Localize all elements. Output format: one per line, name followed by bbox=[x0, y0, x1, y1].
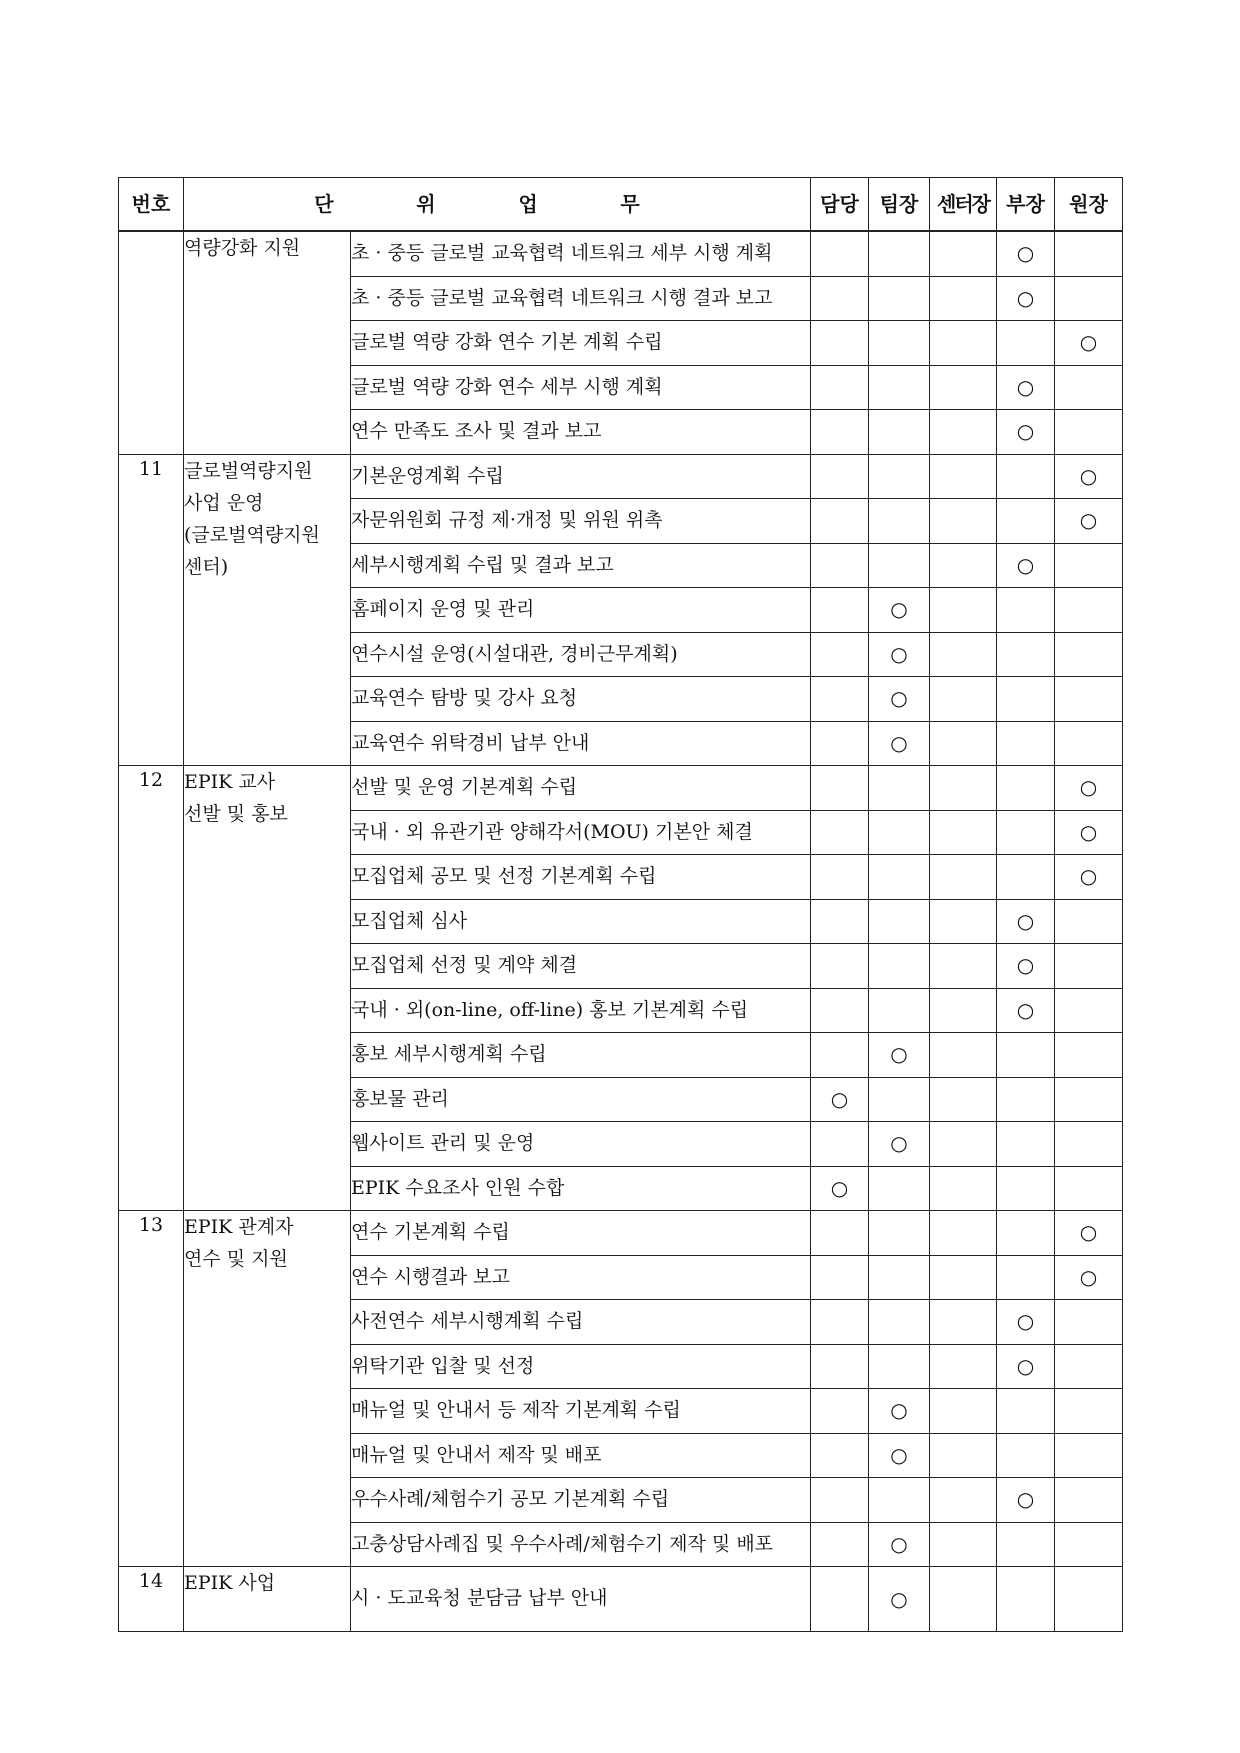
role-cell-department-head bbox=[997, 944, 1055, 989]
role-cell-team-leader bbox=[869, 632, 930, 677]
role-cell-team-leader bbox=[869, 410, 930, 455]
role-cell-staff bbox=[811, 365, 869, 410]
role-cell-center-director bbox=[930, 855, 997, 900]
role-cell-staff bbox=[811, 1211, 869, 1256]
task-description: 세부시행계획 수립 및 결과 보고 bbox=[351, 543, 811, 588]
group-name-line: 사업 운영 bbox=[184, 491, 264, 514]
role-cell-team-leader bbox=[869, 1122, 930, 1167]
role-cell-department-head bbox=[997, 810, 1055, 855]
role-cell-center-director bbox=[930, 1077, 997, 1122]
role-cell-staff bbox=[811, 1478, 869, 1523]
role-cell-team-leader bbox=[869, 988, 930, 1033]
role-cell-team-leader bbox=[869, 231, 930, 276]
role-cell-center-director bbox=[930, 944, 997, 989]
role-cell-department-head bbox=[997, 276, 1055, 321]
task-description: 모집업체 심사 bbox=[351, 899, 811, 944]
role-header-department-head: 부장 bbox=[997, 178, 1055, 232]
duty-table bbox=[118, 177, 1123, 1632]
role-cell-department-head bbox=[997, 588, 1055, 633]
role-cell-center-director bbox=[930, 677, 997, 722]
role-cell-center-director bbox=[930, 1166, 997, 1211]
role-cell-team-leader bbox=[869, 944, 930, 989]
role-cell-department-head bbox=[997, 365, 1055, 410]
task-description: 고충상담사례집 및 우수사례/체험수기 제작 및 배포 bbox=[351, 1522, 811, 1567]
role-cell-team-leader bbox=[869, 899, 930, 944]
table-row bbox=[119, 231, 1123, 276]
role-cell-director bbox=[1055, 988, 1123, 1033]
role-cell-team-leader bbox=[869, 1033, 930, 1078]
assigned-mark-icon: ○ bbox=[1079, 463, 1098, 488]
role-cell-team-leader bbox=[869, 1166, 930, 1211]
task-description: 글로벌 역량 강화 연수 기본 계획 수립 bbox=[351, 321, 811, 366]
role-cell-center-director bbox=[930, 1522, 997, 1567]
role-cell-center-director bbox=[930, 1389, 997, 1434]
role-cell-center-director bbox=[930, 1344, 997, 1389]
task-description: 매뉴얼 및 안내서 등 제작 기본계획 수립 bbox=[351, 1389, 811, 1434]
role-cell-team-leader bbox=[869, 1389, 930, 1434]
assigned-mark-icon: ○ bbox=[1016, 1309, 1035, 1334]
role-cell-director bbox=[1055, 1522, 1123, 1567]
role-cell-staff bbox=[811, 1522, 869, 1567]
role-cell-department-head bbox=[997, 321, 1055, 366]
role-header-center-director: 센터장 bbox=[930, 178, 997, 232]
role-cell-team-leader bbox=[869, 810, 930, 855]
task-description: EPIK 수요조사 인원 수합 bbox=[351, 1166, 811, 1211]
assigned-mark-icon: ○ bbox=[1079, 864, 1098, 889]
role-cell-team-leader bbox=[869, 1478, 930, 1523]
unit-duty-header bbox=[184, 178, 811, 232]
role-cell-director bbox=[1055, 1211, 1123, 1256]
role-cell-center-director bbox=[930, 810, 997, 855]
role-cell-director bbox=[1055, 1077, 1123, 1122]
duty-assignment-sheet bbox=[118, 177, 1122, 1632]
number-header: 번호 bbox=[119, 178, 184, 232]
role-cell-department-head bbox=[997, 1077, 1055, 1122]
duty-table-body bbox=[119, 231, 1123, 1632]
assigned-mark-icon: ○ bbox=[890, 1442, 908, 1467]
role-cell-staff bbox=[811, 1567, 869, 1632]
table-row bbox=[119, 454, 1123, 499]
role-cell-center-director bbox=[930, 543, 997, 588]
role-cell-center-director bbox=[930, 1033, 997, 1078]
role-cell-director bbox=[1055, 810, 1123, 855]
task-description: 홍보물 관리 bbox=[351, 1077, 811, 1122]
role-cell-staff bbox=[811, 766, 869, 811]
assigned-mark-icon: ○ bbox=[1016, 552, 1035, 577]
role-cell-team-leader bbox=[869, 454, 930, 499]
role-cell-staff bbox=[811, 1300, 869, 1345]
role-cell-director bbox=[1055, 944, 1123, 989]
role-cell-center-director bbox=[930, 632, 997, 677]
assigned-mark-icon: ○ bbox=[1016, 285, 1035, 310]
assigned-mark-icon: ○ bbox=[890, 641, 908, 666]
assigned-mark-icon: ○ bbox=[1079, 508, 1098, 533]
table-row bbox=[119, 1211, 1123, 1256]
assigned-mark-icon: ○ bbox=[890, 1042, 908, 1067]
role-cell-director bbox=[1055, 1122, 1123, 1167]
assigned-mark-icon: ○ bbox=[1016, 1487, 1035, 1512]
role-cell-center-director bbox=[930, 1300, 997, 1345]
role-cell-staff bbox=[811, 855, 869, 900]
assigned-mark-icon: ○ bbox=[1016, 419, 1035, 444]
task-description: 글로벌 역량 강화 연수 세부 시행 계획 bbox=[351, 365, 811, 410]
role-cell-center-director bbox=[930, 1211, 997, 1256]
role-cell-team-leader bbox=[869, 1522, 930, 1567]
assigned-mark-icon: ○ bbox=[830, 1086, 849, 1111]
role-cell-center-director bbox=[930, 1433, 997, 1478]
role-cell-staff bbox=[811, 1166, 869, 1211]
role-cell-department-head bbox=[997, 721, 1055, 766]
assigned-mark-icon: ○ bbox=[1079, 819, 1098, 844]
group-name-line: (글로벌역량지원 bbox=[184, 523, 320, 546]
assigned-mark-icon: ○ bbox=[1016, 997, 1035, 1022]
task-description: 시 · 도교육청 분담금 납부 안내 bbox=[351, 1567, 811, 1632]
section-number: 13 bbox=[119, 1211, 184, 1567]
assigned-mark-icon: ○ bbox=[830, 1175, 849, 1200]
role-cell-department-head bbox=[997, 1166, 1055, 1211]
role-cell-staff bbox=[811, 632, 869, 677]
assigned-mark-icon: ○ bbox=[1016, 953, 1035, 978]
group-name-line: 선발 및 홍보 bbox=[184, 803, 288, 825]
table-row bbox=[119, 1567, 1123, 1632]
group-name-line: 센터) bbox=[184, 555, 229, 578]
assigned-mark-icon: ○ bbox=[1079, 1264, 1098, 1289]
task-description: 매뉴얼 및 안내서 제작 및 배포 bbox=[351, 1433, 811, 1478]
role-cell-staff bbox=[811, 1344, 869, 1389]
section-number: 14 bbox=[119, 1567, 184, 1632]
role-cell-center-director bbox=[930, 365, 997, 410]
assigned-mark-icon: ○ bbox=[1079, 1220, 1098, 1245]
role-cell-team-leader bbox=[869, 1567, 930, 1632]
section-number: 11 bbox=[119, 454, 184, 766]
role-cell-team-leader bbox=[869, 588, 930, 633]
role-cell-director bbox=[1055, 231, 1123, 276]
role-cell-center-director bbox=[930, 321, 997, 366]
role-cell-department-head bbox=[997, 1478, 1055, 1523]
role-cell-center-director bbox=[930, 1255, 997, 1300]
role-cell-staff bbox=[811, 1255, 869, 1300]
section-group-name bbox=[184, 454, 351, 766]
role-cell-department-head bbox=[997, 1567, 1055, 1632]
task-description: 홈페이지 운영 및 관리 bbox=[351, 588, 811, 633]
task-description: 연수 기본계획 수립 bbox=[351, 1211, 811, 1256]
role-cell-director bbox=[1055, 855, 1123, 900]
role-cell-team-leader bbox=[869, 543, 930, 588]
role-cell-director bbox=[1055, 276, 1123, 321]
role-cell-center-director bbox=[930, 766, 997, 811]
group-name-line: 역량강화 지원 bbox=[184, 237, 301, 259]
role-cell-staff bbox=[811, 321, 869, 366]
role-cell-department-head bbox=[997, 855, 1055, 900]
role-cell-department-head bbox=[997, 231, 1055, 276]
task-description: 자문위원회 규정 제·개정 및 위원 위촉 bbox=[351, 499, 811, 544]
task-description: 사전연수 세부시행계획 수립 bbox=[351, 1300, 811, 1345]
group-name-line: EPIK 교사 bbox=[184, 771, 276, 793]
role-header-team-leader: 팀장 bbox=[869, 178, 930, 232]
task-description: 우수사례/체험수기 공모 기본계획 수립 bbox=[351, 1478, 811, 1523]
role-cell-director bbox=[1055, 410, 1123, 455]
role-cell-department-head bbox=[997, 543, 1055, 588]
role-cell-center-director bbox=[930, 899, 997, 944]
role-cell-director bbox=[1055, 543, 1123, 588]
role-cell-staff bbox=[811, 454, 869, 499]
role-cell-department-head bbox=[997, 1122, 1055, 1167]
role-cell-center-director bbox=[930, 588, 997, 633]
assigned-mark-icon: ○ bbox=[1079, 775, 1098, 800]
header-row bbox=[119, 178, 1123, 232]
role-cell-center-director bbox=[930, 499, 997, 544]
role-cell-center-director bbox=[930, 276, 997, 321]
section-group-name bbox=[184, 1567, 351, 1632]
role-cell-team-leader bbox=[869, 766, 930, 811]
role-cell-team-leader bbox=[869, 1211, 930, 1256]
role-cell-center-director bbox=[930, 721, 997, 766]
role-cell-director bbox=[1055, 454, 1123, 499]
role-cell-team-leader bbox=[869, 855, 930, 900]
section-number bbox=[119, 231, 184, 454]
group-name-line: EPIK 관계자 bbox=[184, 1216, 294, 1238]
role-cell-team-leader bbox=[869, 276, 930, 321]
role-cell-staff bbox=[811, 276, 869, 321]
role-cell-department-head bbox=[997, 766, 1055, 811]
role-cell-director bbox=[1055, 677, 1123, 722]
group-name-line: 글로벌역량지원 bbox=[184, 459, 313, 482]
role-cell-department-head bbox=[997, 677, 1055, 722]
group-name-line: EPIK 사업 bbox=[184, 1572, 276, 1594]
role-cell-director bbox=[1055, 1166, 1123, 1211]
role-cell-department-head bbox=[997, 1211, 1055, 1256]
role-cell-staff bbox=[811, 810, 869, 855]
role-cell-staff bbox=[811, 721, 869, 766]
role-cell-staff bbox=[811, 1122, 869, 1167]
role-cell-director bbox=[1055, 1567, 1123, 1632]
assigned-mark-icon: ○ bbox=[890, 597, 908, 622]
task-description: 웹사이트 관리 및 운영 bbox=[351, 1122, 811, 1167]
role-cell-team-leader bbox=[869, 321, 930, 366]
role-cell-department-head bbox=[997, 1300, 1055, 1345]
section-group-name bbox=[184, 766, 351, 1211]
assigned-mark-icon: ○ bbox=[890, 1131, 908, 1156]
role-cell-center-director bbox=[930, 1478, 997, 1523]
role-cell-department-head bbox=[997, 1433, 1055, 1478]
assigned-mark-icon: ○ bbox=[890, 1531, 908, 1556]
role-cell-department-head bbox=[997, 1033, 1055, 1078]
role-cell-director bbox=[1055, 1300, 1123, 1345]
role-cell-staff bbox=[811, 1033, 869, 1078]
role-cell-director bbox=[1055, 1344, 1123, 1389]
section-number: 12 bbox=[119, 766, 184, 1211]
role-cell-director bbox=[1055, 365, 1123, 410]
role-cell-department-head bbox=[997, 988, 1055, 1033]
role-cell-team-leader bbox=[869, 1300, 930, 1345]
role-cell-staff bbox=[811, 988, 869, 1033]
task-description: 홍보 세부시행계획 수립 bbox=[351, 1033, 811, 1078]
assigned-mark-icon: ○ bbox=[890, 686, 908, 711]
role-cell-staff bbox=[811, 1433, 869, 1478]
task-description: 연수 만족도 조사 및 결과 보고 bbox=[351, 410, 811, 455]
role-cell-center-director bbox=[930, 1567, 997, 1632]
task-description: 선발 및 운영 기본계획 수립 bbox=[351, 766, 811, 811]
role-cell-staff bbox=[811, 677, 869, 722]
role-cell-team-leader bbox=[869, 499, 930, 544]
role-cell-staff bbox=[811, 944, 869, 989]
role-cell-director bbox=[1055, 632, 1123, 677]
role-cell-staff bbox=[811, 1077, 869, 1122]
role-cell-center-director bbox=[930, 410, 997, 455]
task-description: 초 · 중등 글로벌 교육협력 네트워크 세부 시행 계획 bbox=[351, 231, 811, 276]
role-cell-staff bbox=[811, 231, 869, 276]
task-description: 기본운영계획 수립 bbox=[351, 454, 811, 499]
assigned-mark-icon: ○ bbox=[890, 1398, 908, 1423]
role-cell-department-head bbox=[997, 499, 1055, 544]
role-cell-team-leader bbox=[869, 365, 930, 410]
task-description: 연수 시행결과 보고 bbox=[351, 1255, 811, 1300]
section-group-name bbox=[184, 1211, 351, 1567]
role-cell-center-director bbox=[930, 988, 997, 1033]
role-cell-director bbox=[1055, 1033, 1123, 1078]
role-cell-department-head bbox=[997, 1522, 1055, 1567]
assigned-mark-icon: ○ bbox=[1016, 1353, 1035, 1378]
assigned-mark-icon: ○ bbox=[1079, 330, 1098, 355]
role-cell-staff bbox=[811, 899, 869, 944]
role-cell-team-leader bbox=[869, 1433, 930, 1478]
unit-duty-header-label: 단 위 업 무 bbox=[314, 191, 640, 216]
assigned-mark-icon: ○ bbox=[890, 1586, 908, 1611]
role-cell-center-director bbox=[930, 231, 997, 276]
assigned-mark-icon: ○ bbox=[1016, 374, 1035, 399]
role-cell-department-head bbox=[997, 1389, 1055, 1434]
task-description: 초 · 중등 글로벌 교육협력 네트워크 시행 결과 보고 bbox=[351, 276, 811, 321]
group-name-line: 연수 및 지원 bbox=[184, 1248, 288, 1270]
task-description: 연수시설 운영(시설대관, 경비근무계획) bbox=[351, 632, 811, 677]
assigned-mark-icon: ○ bbox=[1016, 241, 1035, 266]
role-cell-director bbox=[1055, 1255, 1123, 1300]
role-cell-team-leader bbox=[869, 677, 930, 722]
task-description: 교육연수 위탁경비 납부 안내 bbox=[351, 721, 811, 766]
role-cell-staff bbox=[811, 410, 869, 455]
role-cell-staff bbox=[811, 499, 869, 544]
assigned-mark-icon: ○ bbox=[1016, 908, 1035, 933]
task-description: 국내 · 외(on-line, off-line) 홍보 기본계획 수립 bbox=[351, 988, 811, 1033]
task-description: 모집업체 공모 및 선정 기본계획 수립 bbox=[351, 855, 811, 900]
table-row bbox=[119, 766, 1123, 811]
assigned-mark-icon: ○ bbox=[890, 730, 908, 755]
role-cell-center-director bbox=[930, 454, 997, 499]
role-cell-team-leader bbox=[869, 1344, 930, 1389]
role-cell-center-director bbox=[930, 1122, 997, 1167]
role-cell-director bbox=[1055, 499, 1123, 544]
role-cell-staff bbox=[811, 543, 869, 588]
role-cell-department-head bbox=[997, 632, 1055, 677]
role-header-director: 원장 bbox=[1055, 178, 1123, 232]
task-description: 교육연수 탐방 및 강사 요청 bbox=[351, 677, 811, 722]
role-cell-department-head bbox=[997, 1255, 1055, 1300]
role-cell-team-leader bbox=[869, 1255, 930, 1300]
role-cell-director bbox=[1055, 1478, 1123, 1523]
section-group-name bbox=[184, 231, 351, 454]
role-header-staff: 담당 bbox=[811, 178, 869, 232]
role-cell-department-head bbox=[997, 1344, 1055, 1389]
role-cell-department-head bbox=[997, 899, 1055, 944]
task-description: 위탁기관 입찰 및 선정 bbox=[351, 1344, 811, 1389]
role-cell-team-leader bbox=[869, 721, 930, 766]
role-cell-staff bbox=[811, 588, 869, 633]
task-description: 모집업체 선정 및 계약 체결 bbox=[351, 944, 811, 989]
role-cell-department-head bbox=[997, 454, 1055, 499]
role-cell-director bbox=[1055, 321, 1123, 366]
role-cell-director bbox=[1055, 588, 1123, 633]
role-cell-director bbox=[1055, 899, 1123, 944]
task-description: 국내 · 외 유관기관 양해각서(MOU) 기본안 체결 bbox=[351, 810, 811, 855]
role-cell-department-head bbox=[997, 410, 1055, 455]
role-cell-director bbox=[1055, 766, 1123, 811]
role-cell-director bbox=[1055, 1389, 1123, 1434]
role-cell-director bbox=[1055, 721, 1123, 766]
role-cell-team-leader bbox=[869, 1077, 930, 1122]
role-cell-director bbox=[1055, 1433, 1123, 1478]
role-cell-staff bbox=[811, 1389, 869, 1434]
